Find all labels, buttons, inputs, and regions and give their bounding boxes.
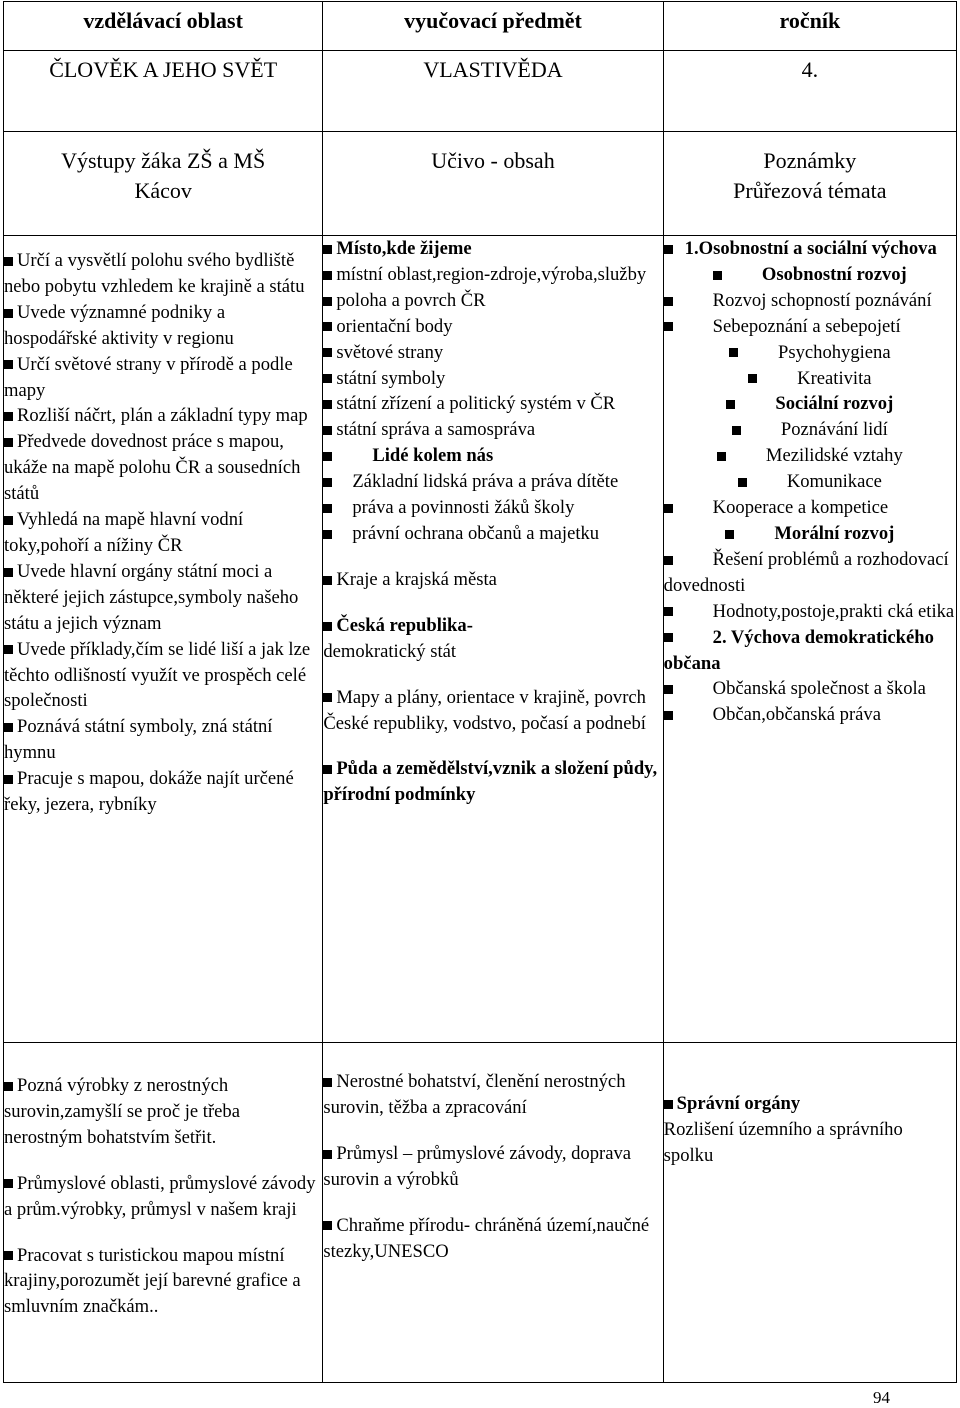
bullet-icon xyxy=(4,775,13,784)
col-content-header: Učivo - obsah xyxy=(323,132,663,236)
list-item: státní správa a samospráva xyxy=(323,417,662,443)
bullet-icon xyxy=(748,374,757,383)
bullet-icon xyxy=(323,1150,332,1159)
curriculum-table xyxy=(3,1,957,1043)
list-item: Komunikace xyxy=(664,469,956,495)
list-item: Mezilidské vztahy xyxy=(664,443,956,469)
bullet-icon xyxy=(323,504,332,513)
list-item: Správní orgány Rozlišení územního a správního spolku xyxy=(663,1093,903,1166)
bullet-icon xyxy=(323,576,332,585)
list-item: Poznává státní symboly, zná státní hymnu xyxy=(4,716,273,764)
list-item: poloha a povrch ČR xyxy=(323,288,662,314)
bullet-icon xyxy=(4,645,13,654)
list-item: Kreativita xyxy=(664,366,956,392)
list-item: Občan,občanská práva xyxy=(664,702,956,728)
bullet-icon xyxy=(323,374,332,383)
list-item: Pracovat s turistickou mapou místní krajiny,porozumět její barevné grafice a smluvním značkám.. xyxy=(4,1244,301,1318)
list-item: Vyhledá na mapě hlavní vodní toky,pohoří a nížiny ČR xyxy=(4,509,244,556)
bullet-icon xyxy=(713,271,722,280)
bullet-icon xyxy=(738,478,747,487)
list-item: Česká republika- demokratický stát xyxy=(323,614,473,662)
col-outputs-header: Výstupy žáka ZŠ a MŠ Kácov xyxy=(4,132,323,236)
bullet-icon xyxy=(323,400,332,409)
list-item: Chraňme přírodu- chráněná území,naučné stezky,UNESCO xyxy=(323,1214,650,1262)
bullet-icon xyxy=(4,360,13,369)
notes-cell xyxy=(663,236,956,1043)
list-item: právní ochrana občanů a majetku xyxy=(323,521,662,547)
bullet-icon xyxy=(664,685,673,694)
list-item: 2. Výchova demokratického občana xyxy=(663,626,934,674)
bullet-icon xyxy=(664,297,673,306)
bullet-icon xyxy=(4,438,13,447)
bullet-icon xyxy=(323,271,332,280)
bullet-icon xyxy=(323,693,332,702)
bullet-icon xyxy=(323,348,332,357)
bullet-icon xyxy=(4,412,13,421)
bullet-icon xyxy=(726,400,735,409)
lower-table xyxy=(3,1042,957,1383)
bullet-icon xyxy=(323,1078,332,1087)
col-notes-header xyxy=(663,132,956,236)
bullet-icon xyxy=(4,309,13,318)
bullet-icon xyxy=(717,452,726,461)
bullet-icon xyxy=(664,1100,673,1109)
bullet-icon xyxy=(323,426,332,435)
lower-outputs-cell xyxy=(4,1043,323,1383)
list-item: Sebepoznání a sebepojetí xyxy=(664,314,956,340)
list-item: Osobnostní rozvoj xyxy=(664,262,956,288)
list-item: Průmysl – průmyslové závody, doprava surovin a výrobků xyxy=(323,1142,632,1190)
grade-value: 4. xyxy=(663,51,956,132)
header-subject: vyučovací předmět xyxy=(323,2,663,51)
content-cell xyxy=(323,236,663,1043)
bullet-icon xyxy=(732,426,741,435)
list-item: státní symboly xyxy=(323,366,662,392)
bullet-icon xyxy=(323,478,332,487)
list-item: Nerostné bohatství, členění nerostných surovin, těžba a zpracování xyxy=(323,1071,626,1118)
list-item: Pozná výrobky z nerostných surovin,zamyšlí se proč je třeba nerostným bohatstvím šetřit. xyxy=(4,1075,240,1148)
bullet-icon xyxy=(4,1082,13,1091)
bullet-icon xyxy=(664,504,673,513)
list-item: Sociální rozvoj xyxy=(664,391,956,417)
outputs-cell xyxy=(4,236,323,1043)
list-item: 1.Osobnostní a sociální výchova xyxy=(664,236,956,262)
list-item: Hodnoty,postoje,prakti cká etika xyxy=(664,599,956,625)
list-item: státní zřízení a politický systém v ČR xyxy=(323,391,662,417)
list-item: Kraje a krajská města xyxy=(323,567,662,593)
bullet-icon xyxy=(4,257,13,266)
bullet-icon xyxy=(4,568,13,577)
list-item: Uvede příklady,čím se lidé liší a jak lze těchto odlišností využít ve prospěch celé společnosti xyxy=(4,638,311,712)
bullet-icon xyxy=(323,530,332,539)
cross-topics-label: Průřezová témata xyxy=(733,178,887,203)
list-item: Uvede významné podniky a hospodářské aktivity v regionu xyxy=(4,301,234,349)
list-item: Místo,kde žijeme xyxy=(323,236,662,262)
list-item: Poznávání lidí xyxy=(664,417,956,443)
bullet-icon xyxy=(729,348,738,357)
bullet-icon xyxy=(4,723,13,732)
bullet-icon xyxy=(323,765,332,774)
list-item: Průmyslové oblasti, průmyslové závody a prům.výrobky, průmysl v našem kraji xyxy=(4,1172,316,1220)
bullet-icon xyxy=(664,322,673,331)
list-item: Pracuje s mapou, dokáže najít určené řeky, jezera, rybníky xyxy=(4,768,294,816)
list-item: Určí a vysvětlí polohu svého bydliště nebo pobytu vzhledem ke krajině a státu xyxy=(4,250,305,297)
bullet-icon xyxy=(664,245,673,254)
list-item: Uvede hlavní orgány státní moci a některé jejich zástupce,symboly našeho státu a jejich význam xyxy=(4,560,299,634)
list-item: Občanská společnost a škola xyxy=(664,676,956,702)
list-item: místní oblast,region-zdroje,výroba,služby xyxy=(323,262,662,288)
list-item: Základní lidská práva a práva dítěte xyxy=(323,469,662,495)
lower-content-cell xyxy=(323,1043,663,1383)
bullet-icon xyxy=(323,322,332,331)
bullet-icon xyxy=(4,516,13,525)
lower-notes-cell xyxy=(663,1043,956,1383)
list-item: Určí světové strany v přírodě a podle mapy xyxy=(4,353,293,401)
list-item: práva a povinnosti žáků školy xyxy=(323,495,662,521)
header-grade: ročník xyxy=(663,2,956,51)
list-item: světové strany xyxy=(323,340,662,366)
list-item: Psychohygiena xyxy=(664,340,956,366)
bullet-icon xyxy=(725,530,734,539)
bullet-icon xyxy=(664,711,673,720)
bullet-icon xyxy=(664,556,673,565)
list-item: Řešení problémů a rozhodovací dovednosti xyxy=(663,548,949,596)
subject-value: VLASTIVĚDA xyxy=(323,51,663,132)
bullet-icon xyxy=(323,622,332,631)
list-item: Půda a zemědělství,vznik a složení půdy, přírodní podmínky xyxy=(323,758,658,806)
list-item: Lidé kolem nás xyxy=(323,443,662,469)
list-item: Morální rozvoj xyxy=(664,521,956,547)
bullet-icon xyxy=(664,607,673,616)
bullet-icon xyxy=(323,297,332,306)
list-item: Mapy a plány, orientace v krajině, povrch České republiky, vodstvo, počasí a podnebí xyxy=(323,686,646,734)
bullet-icon xyxy=(4,1179,13,1188)
bullet-icon xyxy=(4,1251,13,1260)
list-item: Kooperace a kompetice xyxy=(664,495,956,521)
header-area: vzdělávací oblast xyxy=(4,2,323,51)
bullet-icon xyxy=(323,1221,332,1230)
list-item: Předvede dovednost práce s mapou, ukáže na mapě polohu ČR a sousedních států xyxy=(4,431,301,505)
notes-label: Poznámky xyxy=(763,148,857,173)
bullet-icon xyxy=(323,452,332,461)
list-item: Rozvoj schopností poznávání xyxy=(664,288,956,314)
list-item: orientační body xyxy=(323,314,662,340)
bullet-icon xyxy=(323,245,332,254)
page-number: 94 xyxy=(873,1388,890,1407)
area-value: ČLOVĚK A JEHO SVĚT xyxy=(4,51,323,132)
bullet-icon xyxy=(664,633,673,642)
list-item: Rozliší náčrt, plán a základní typy map xyxy=(4,403,322,429)
